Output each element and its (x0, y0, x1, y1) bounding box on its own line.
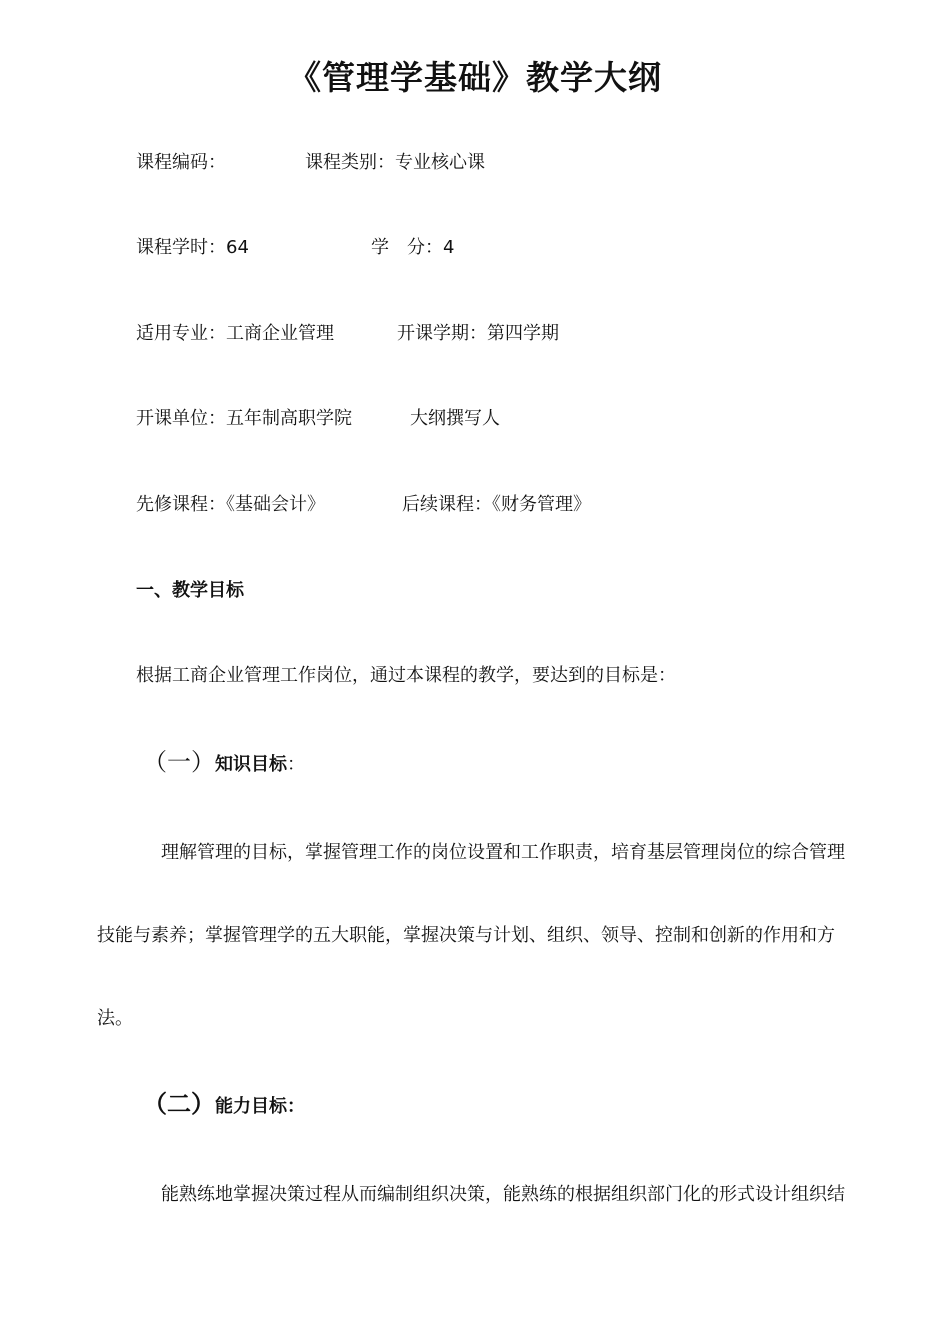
knowledge-paragraph-line-2: 技能与素养；掌握管理学的五大职能，掌握决策与计划、组织、领导、控制和创新的作用和方 (97, 925, 835, 946)
subsection-number: （二） (143, 1090, 215, 1118)
knowledge-paragraph-line-3: 法。 (97, 1008, 133, 1029)
followup-course: 后续课程：《财务管理》 (402, 494, 591, 515)
knowledge-paragraph-line-1: 理解管理的目标，掌握管理工作的岗位设置和工作职责，培育基层管理岗位的综合管理 (161, 842, 845, 863)
ability-paragraph-line-1: 能熟练地掌握决策过程从而编制组织决策，能熟练的根据组织部门化的形式设计组织结 (161, 1184, 845, 1205)
section-intro: 根据工商企业管理工作岗位，通过本课程的教学，要达到的目标是： (136, 665, 676, 686)
subsection-knowledge-heading (143, 748, 305, 777)
prerequisite-course: 先修课程：《基础会计》 (136, 494, 325, 515)
section-heading-teaching-goals: 一、教学目标 (136, 580, 244, 601)
subsection-label: 能力目标： (215, 1096, 305, 1117)
outline-author: 大纲撰写人 (410, 408, 500, 429)
subsection-label: 知识目标 (215, 754, 287, 775)
document-title: 《管理学基础》教学大纲 (288, 58, 662, 97)
course-credits: 学 分：4 (371, 237, 455, 258)
course-hours: 课程学时：64 (136, 237, 249, 258)
applicable-major: 适用专业：工商企业管理 (136, 323, 334, 344)
semester: 开课学期：第四学期 (397, 323, 559, 344)
subsection-ability-heading (143, 1090, 305, 1119)
subsection-colon: ： (287, 754, 305, 775)
course-code: 课程编码： (136, 152, 226, 173)
course-category: 课程类别：专业核心课 (305, 152, 485, 173)
department: 开课单位：五年制高职学院 (136, 408, 352, 429)
subsection-number: （一） (143, 748, 215, 776)
